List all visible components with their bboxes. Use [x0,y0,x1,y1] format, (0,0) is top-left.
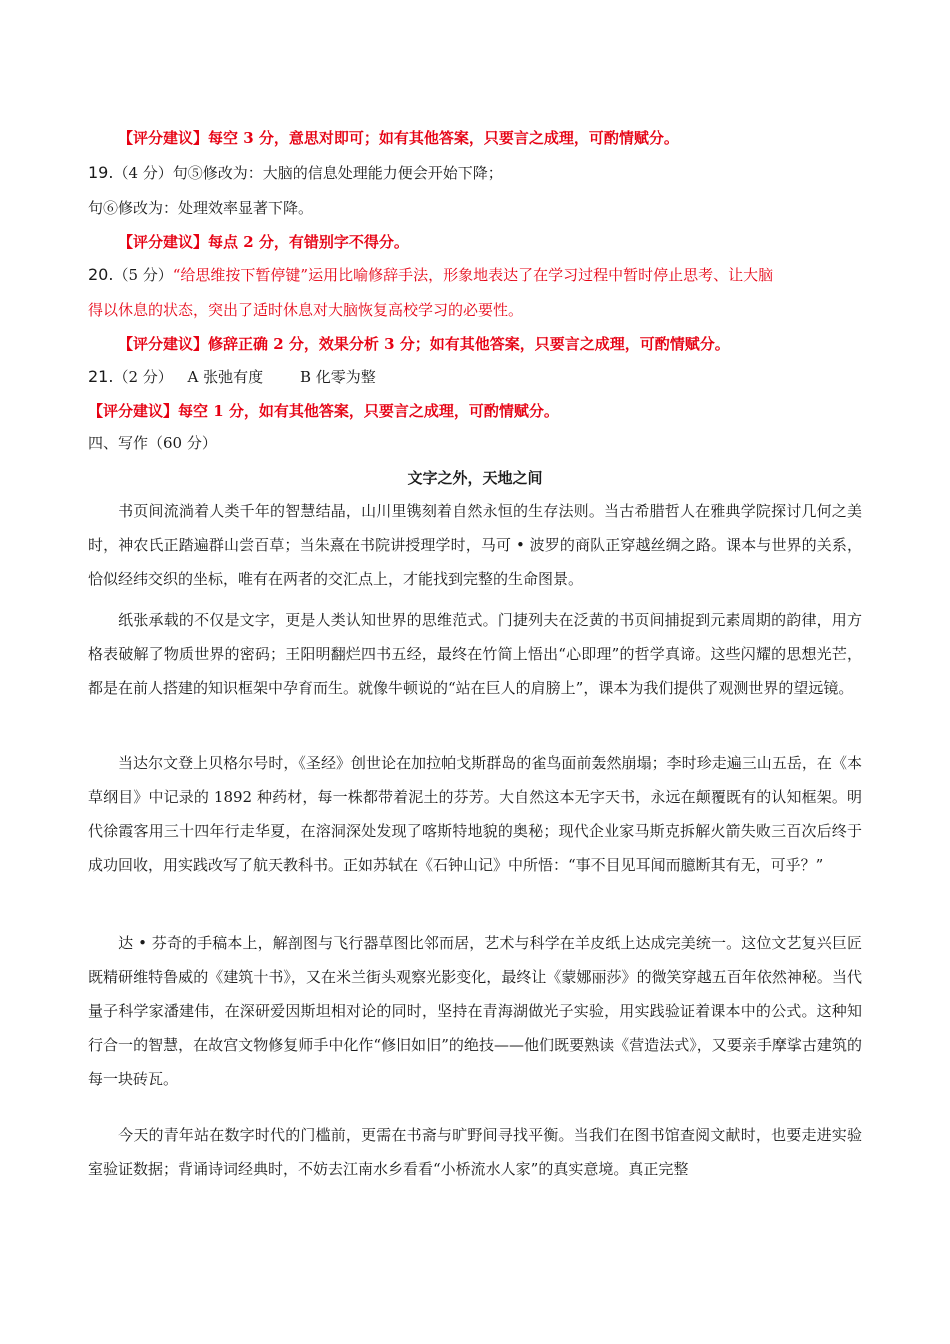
q20-answer-text1: “给思维按下暂停键”运用比喻修辞手法，形象地表达了在学习过程中暂时停止思考、让大脑 [172,266,774,284]
q21-answer-b: B 化零为整 [299,368,376,386]
q18-scoring-note: 【评分建议】每空 3 分，意思对即可；如有其他答案，只要言之成理，可酌情赋分。 [118,129,679,147]
essay-paragraph-3: 当达尔文登上贝格尔号时，《圣经》创世论在加拉帕戈斯群岛的雀鸟面前轰然崩塌；李时珍走遍三山五岳，在《本草纲目》中记录的 1892 种药材，每一株都带着泥土的芬芳。大自然这本无字天书，永远在颠覆既有的认知框架。明代徐霞客用三十四年行走华夏，在溶洞深处发现了喀斯特地貌的奥秘；现代企业家马斯克拆解火箭失败三百次后终于成功回收，用实践改写了航天教科书。正如苏轼在《石钟山记》中所悟：“事不目见耳闻而臆断其有无，可乎？” [88,754,862,874]
q21-points: （2 分） [113,368,173,386]
q21-answer-line [88,366,376,388]
q19-answer-line2: 句⑥修改为：处理效率显著下降。 [88,199,314,217]
essay-paragraph-1: 书页间流淌着人类千年的智慧结晶，山川里镌刻着自然永恒的生存法则。当古希腊哲人在雅典学院探讨几何之美时，神农氏正踏遍群山尝百草；当朱熹在书院讲授理学时，马可 • 波罗的商队正穿越丝绸之路。课本与世界的关系，恰似经纬交织的坐标，唯有在两者的交汇点上，才能找到完整的生命图景。 [88,502,862,588]
q19-answer-text1: 句⑤修改为：大脑的信息处理能力便会开始下降； [172,164,503,182]
q19-scoring-note: 【评分建议】每点 2 分，有错别字不得分。 [118,233,409,251]
q20-scoring-note: 【评分建议】修辞正确 2 分，效果分析 3 分；如有其他答案，只要言之成理，可酌情赋分。 [118,335,730,353]
essay-paragraph-5: 今天的青年站在数字时代的门槛前，更需在书斋与旷野间寻找平衡。当我们在图书馆查阅文献时，也要走进实验室验证数据；背诵诗词经典时，不妨去江南水乡看看“小桥流水人家”的真实意境。真正完整 [88,1126,862,1178]
q20-number: 20. [88,265,114,284]
q19-points: （4 分） [113,164,173,182]
section4-heading: 四、写作（60 分） [88,434,217,452]
q21-number: 21. [88,367,114,386]
q20-answer-line1 [88,264,773,286]
essay-paragraph-4: 达 • 芬奇的手稿本上，解剖图与飞行器草图比邻而居，艺术与科学在羊皮纸上达成完美统一。这位文艺复兴巨匠既精研维特鲁威的《建筑十书》，又在米兰街头观察光影变化，最终让《蒙娜丽莎》的微笑穿越五百年依然神秘。当代量子科学家潘建伟，在深研爱因斯坦相对论的同时，坚持在青海湖做光子实验，用实践验证着课本中的公式。这种知行合一的智慧，在故宫文物修复师手中化作“修旧如旧”的绝技——他们既要熟读《营造法式》，又要亲手摩挲古建筑的每一块砖瓦。 [88,934,862,1088]
q21-answer-a: A 张弛有度 [187,368,264,386]
essay-title: 文字之外，天地之间 [407,469,543,487]
q19-answer-line1 [88,162,503,184]
q21-scoring-note: 【评分建议】每空 1 分，如有其他答案，只要言之成理，可酌情赋分。 [88,402,559,420]
q20-answer-line2: 得以休息的状态，突出了适时休息对大脑恢复高校学习的必要性。 [88,301,524,319]
essay-paragraph-2: 纸张承载的不仅是文字，更是人类认知世界的思维范式。门捷列夫在泛黄的书页间捕捉到元素周期的韵律，用方格表破解了物质世界的密码；王阳明翻烂四书五经，最终在竹简上悟出“心即理”的哲学真谛。这些闪耀的思想光芒，都是在前人搭建的知识框架中孕育而生。就像牛顿说的“站在巨人的肩膀上”，课本为我们提供了观测世界的望远镜。 [88,611,862,697]
q19-number: 19. [88,163,114,182]
q20-points: （5 分） [113,266,173,284]
